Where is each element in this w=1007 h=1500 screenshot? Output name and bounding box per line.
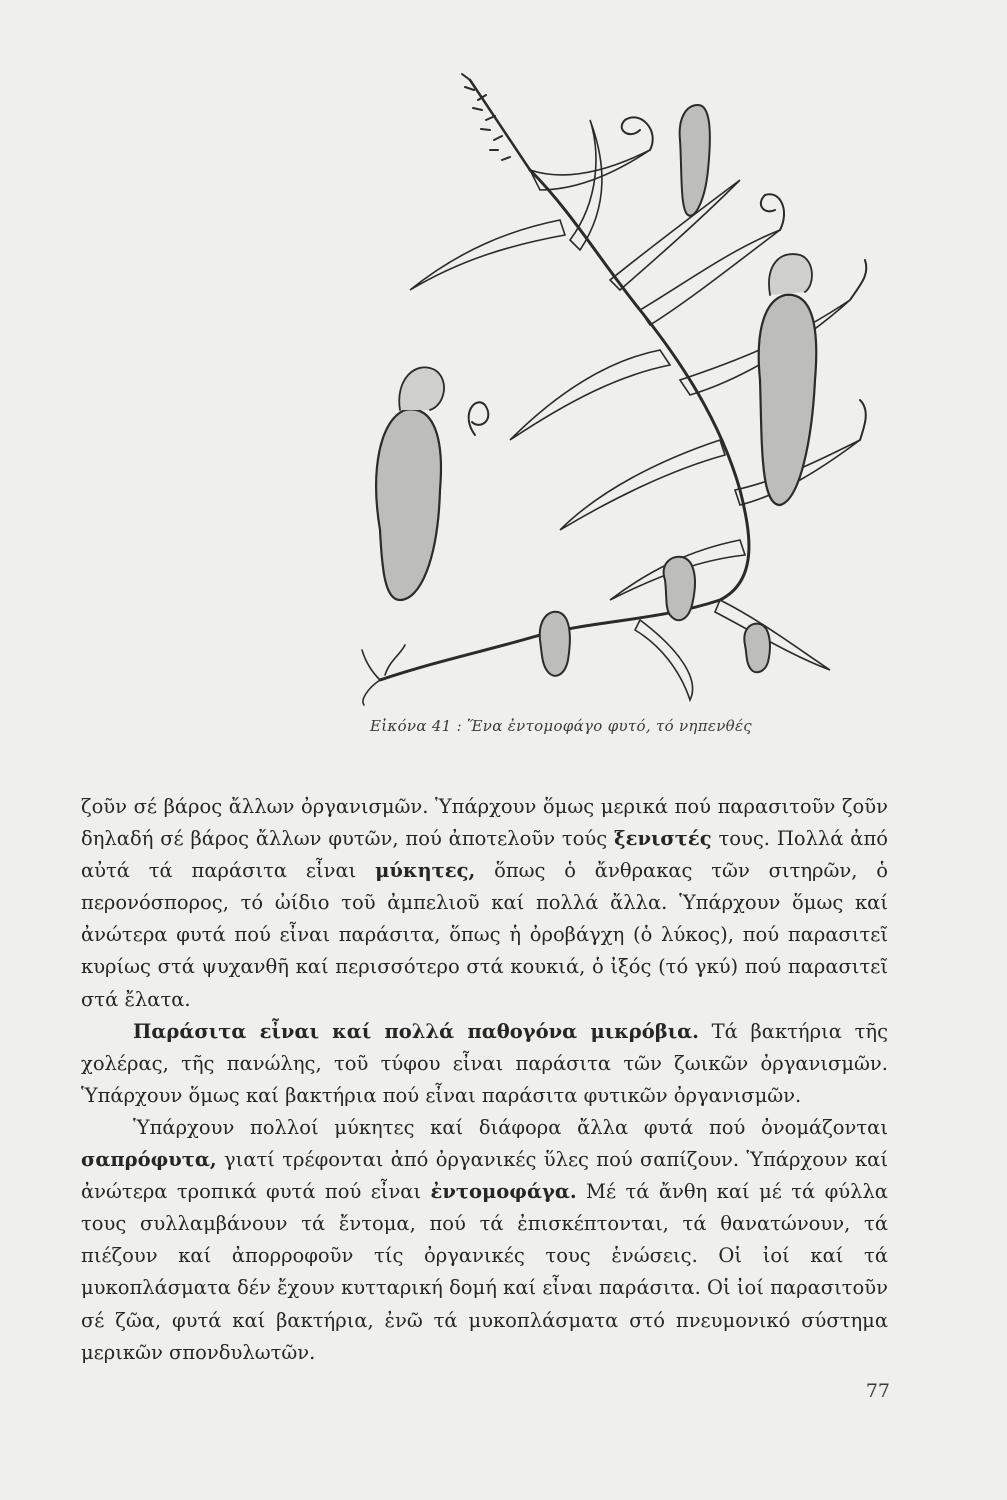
bold-term: ξενιστές bbox=[614, 827, 712, 851]
bold-term: Παράσιτα εἶναι καί πολλά παθογόνα μικρόβια. bbox=[133, 1019, 699, 1043]
bold-term: μύκητες, bbox=[375, 859, 476, 883]
figure-caption: Εἰκόνα 41 : Ἕνα ἐντομοφάγο φυτό, τό νηπενθές bbox=[370, 717, 752, 735]
paragraph-2 bbox=[81, 1016, 888, 1112]
bold-term: σαπρόφυτα, bbox=[81, 1148, 217, 1172]
page-number: 77 bbox=[865, 1380, 890, 1402]
paragraph-1 bbox=[81, 791, 888, 1016]
text-segment: Ὑπάρχουν πολλοί μύκητες καί διάφορα ἄλλα φυτά πού ὀνομάζονται bbox=[133, 1115, 888, 1139]
text-segment: ζοῦν σέ βάρος ἄλλων ὀργανισμῶν. Ὑπάρχουν ὅμως μερικά πού παρασιτοῦν ζοῦν δηλαδή σέ βάρος ἄλλων φυτῶν, πού ἀποτελοῦν τούς bbox=[81, 795, 888, 851]
text-segment: Τά βακτήρια τῆς χολέρας, τῆς πανώλης, τοῦ τύφου εἶναι παράσιτα τῶν ζωικῶν ὀργανισμῶν. Ὑπάρχουν ὅμως καί βακτήρια πού εἶναι παράσιτα φυτικῶν ὀργανισμῶν. bbox=[81, 1019, 888, 1107]
body-text bbox=[81, 791, 888, 1369]
text-segment: τους. Πολλά ἀπό αὐτά τά παράσιτα εἶναι bbox=[81, 827, 889, 883]
bold-term: ἐντομοφάγα. bbox=[430, 1180, 577, 1204]
figure bbox=[360, 60, 900, 710]
text-segment: ὅπως ὁ ἄνθρακας τῶν σιτηρῶν, ὁ περονόσπορος, τό ὠίδιο τοῦ ἀμπελιοῦ καί πολλά ἄλλα. Ὑπάρχουν ὅμως καί ἀνώτερα φυτά πού εἶναι παράσιτα, ὅπως ἡ ὀροβάγχη (ὁ λύκος), πού παρασιτεῖ κυρίως στά ψυχανθῆ καί περισσότερο στά κουκιά, ὁ ἰξός (τό γκύ) πού παρασιτεῖ στά ἔλατα. bbox=[81, 859, 888, 1011]
text-segment: γιατί τρέφονται ἀπό ὀργανικές ὕλες πού σαπίζουν. Ὑπάρχουν καί ἀνώτερα τροπικά φυτά πού εἶναι bbox=[81, 1148, 888, 1204]
pitcher-plant-illustration bbox=[360, 60, 900, 710]
text-segment: Μέ τά ἄνθη καί μέ τά φύλλα τους συλλαμβάνουν τά ἔντομα, πού τά ἐπισκέπτονται, τά θανατώνουν, τά πιέζουν καί ἀπορροφοῦν τίς ὀργανικές τους ἑνώσεις. Οἱ ἰοί καί τά μυκοπλάσματα δέν ἔχουν κυτταρική δομή καί εἶναι παράσιτα. Οἱ ἰοί παρασιτοῦν σέ ζῶα, φυτά καί βακτήρια, ἐνῶ τά μυκοπλάσματα στό πνευμονικό σύστημα μερικῶν σπονδυλωτῶν. bbox=[81, 1180, 888, 1364]
paragraph-3 bbox=[81, 1112, 888, 1369]
